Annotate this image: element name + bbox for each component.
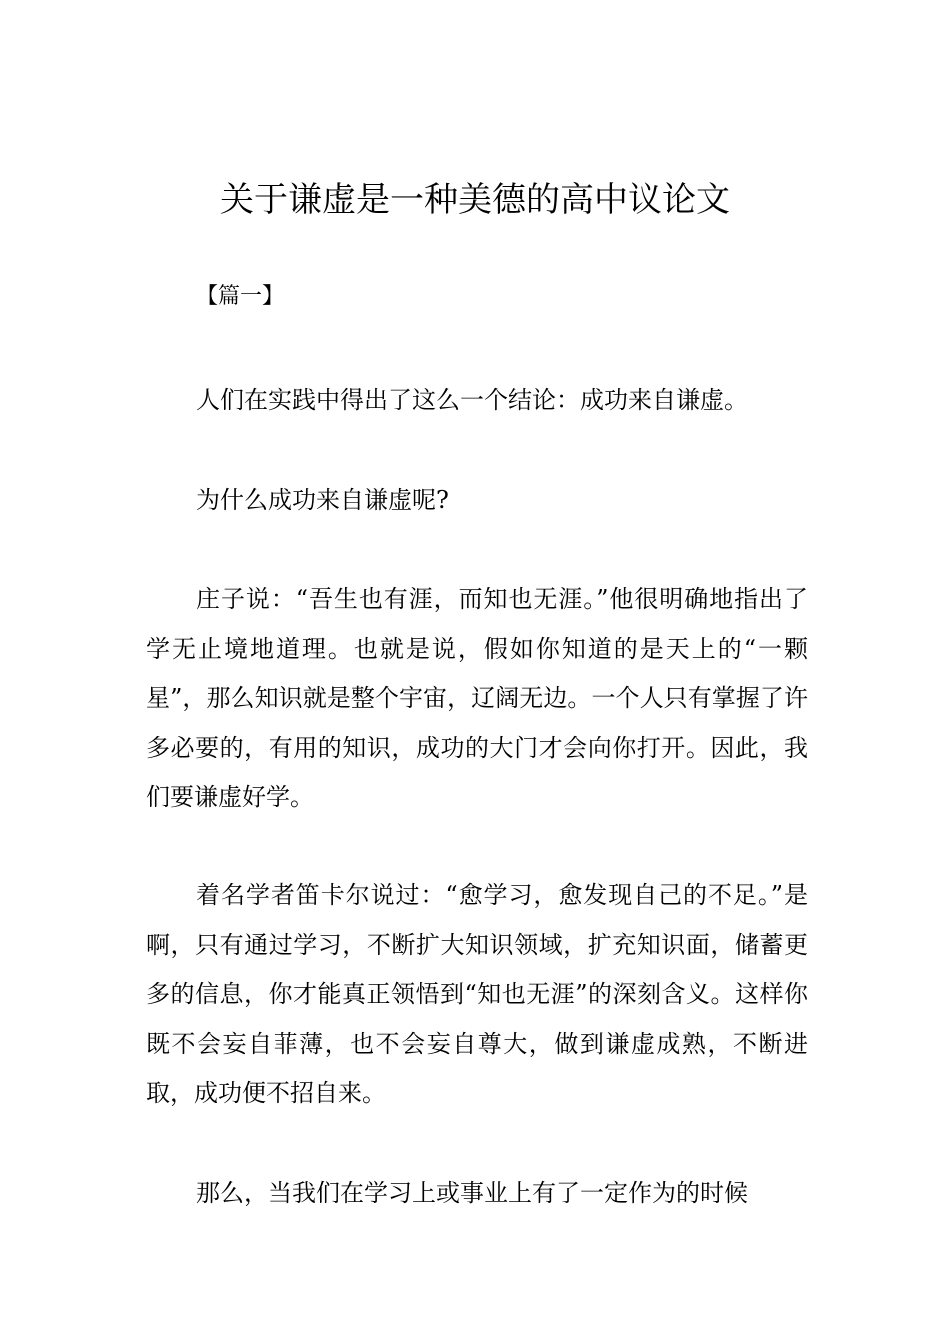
page-title: 关于谦虚是一种美德的高中议论文 [220, 180, 730, 220]
paragraph-5: 那么，当我们在学习上或事业上有了一定作为的时候 [196, 1179, 748, 1207]
paragraph-1: 人们在实践中得出了这么一个结论：成功来自谦虚。 [196, 386, 748, 414]
paragraph-3: 庄子说：“吾生也有涯，而知也无涯。”他很明确地指出了学无止境地道理。也就是说，假如你知道的是天上的“一颗星”，那么知识就是整个宇宙，辽阔无边。一个人只有掌握了许多必要的，有用的知识，成功的大门才会向你打开。因此，我们要谦虚好学。 [146, 585, 808, 811]
paragraph-2: 为什么成功来自谦虚呢? [196, 486, 449, 514]
section-label: 【篇一】 [196, 284, 285, 309]
paragraph-4: 着名学者笛卡尔说过：“愈学习，愈发现自己的不足。”是啊，只有通过学习，不断扩大知识领域，扩充知识面，储蓄更多的信息，你才能真正领悟到“知也无涯”的深刻含义。这样你既不会妄自菲薄，也不会妄自尊大，做到谦虚成熟，不断进取，成功便不招自来。 [146, 881, 808, 1107]
